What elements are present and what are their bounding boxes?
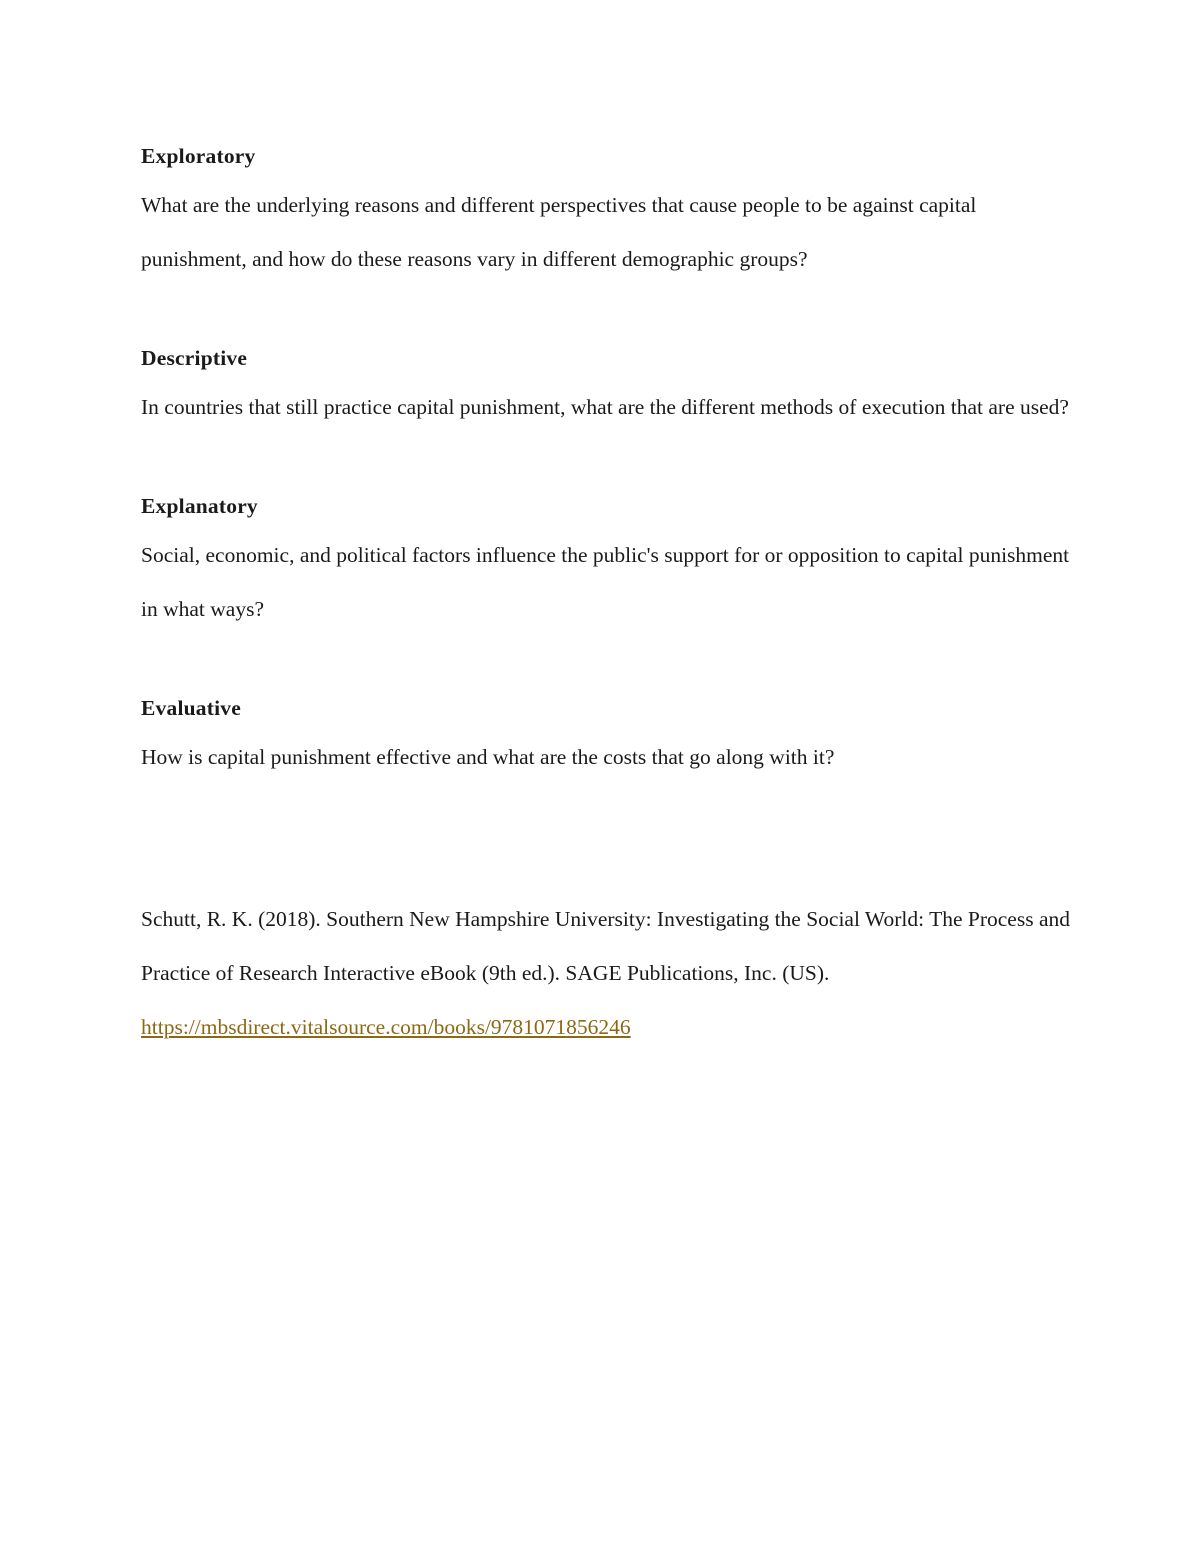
section-question: Social, economic, and political factors influence the public's support for or opposition to capital punishment in what ways?	[141, 543, 1070, 621]
reference-entry	[141, 892, 1071, 1054]
section-heading: Descriptive	[141, 346, 248, 370]
section-explanatory	[141, 488, 1071, 636]
section-heading: Exploratory	[141, 144, 256, 168]
reference-link[interactable]: https://mbsdirect.vitalsource.com/books/9781071856246	[141, 1015, 631, 1039]
section-heading: Evaluative	[141, 696, 241, 720]
reference-citation: Schutt, R. K. (2018). Southern New Hampshire University: Investigating the Social World: The Process and Practice of Research Interactive eBook (9th ed.). SAGE Publications, Inc. (US).	[141, 907, 1071, 985]
section-evaluative	[141, 690, 1071, 784]
section-question: What are the underlying reasons and different perspectives that cause people to be against capital punishment, and how do these reasons vary in different demographic groups?	[141, 193, 977, 271]
section-descriptive	[141, 340, 1071, 434]
document-body	[141, 138, 1071, 1054]
section-question: How is capital punishment effective and what are the costs that go along with it?	[141, 745, 835, 769]
section-exploratory	[141, 138, 1071, 286]
section-question: In countries that still practice capital punishment, what are the different methods of execution that are used?	[141, 395, 1069, 419]
section-heading: Explanatory	[141, 494, 258, 518]
